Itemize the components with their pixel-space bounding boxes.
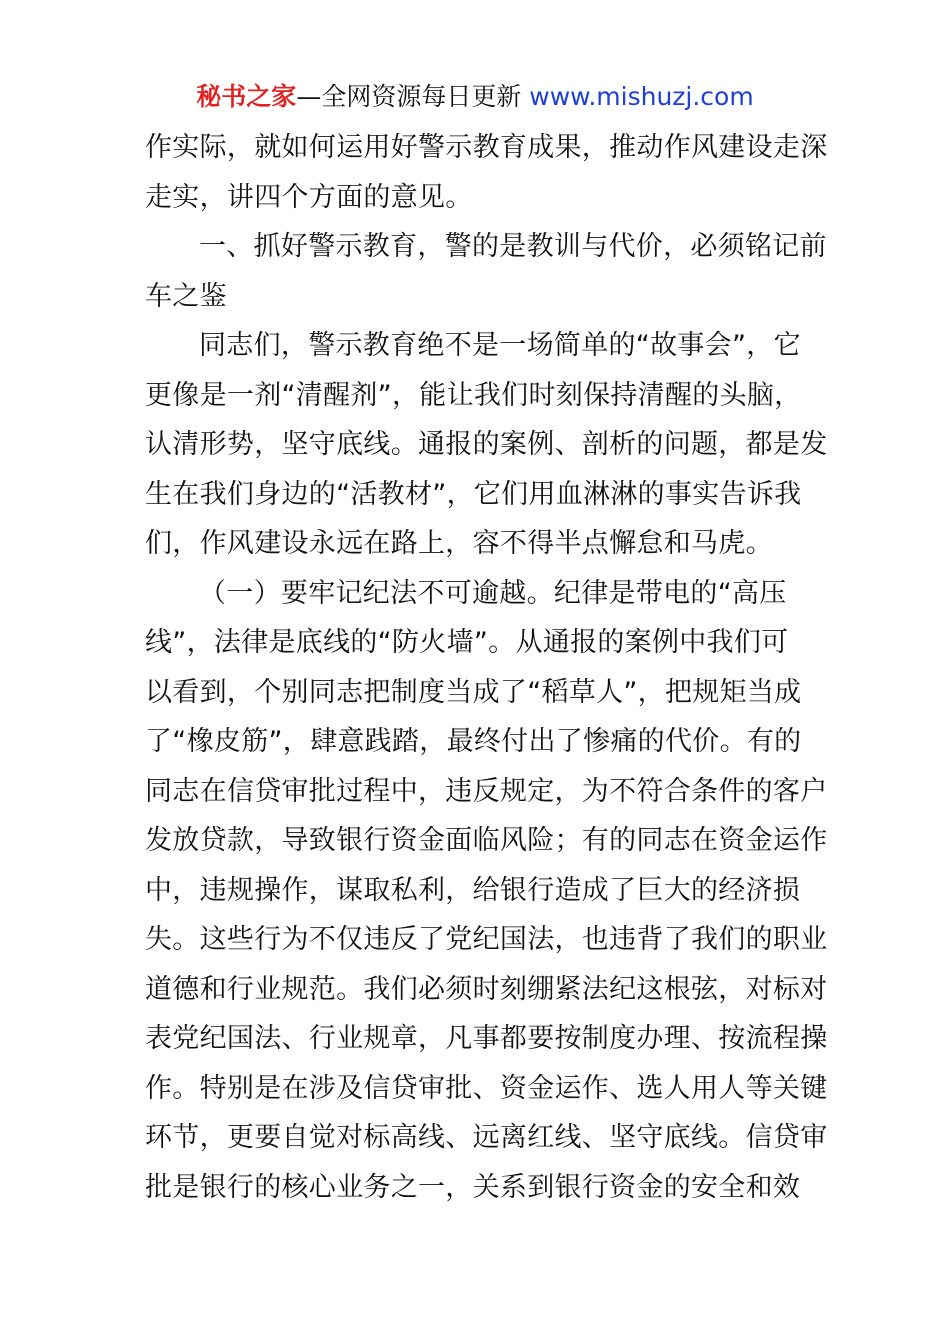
site-url-link[interactable]: www.mishuzj.com — [529, 82, 754, 111]
section-heading: 一、抓好警示教育，警的是教训与代价，必须铭记前 — [199, 231, 827, 262]
text-line: 走实，讲四个方面的意见。 — [145, 181, 473, 213]
section-heading-cont: 车之鉴 — [145, 280, 227, 312]
document-body — [145, 123, 828, 1212]
text-line: 环节，更要自觉对标高线、远离红线、坚守底线。信贷审 — [145, 1122, 828, 1153]
text-line: 以看到，个别同志把制度当成了“稻草人”，把规矩当成 — [145, 676, 802, 708]
text-line: 中，违规操作，谋取私利，给银行造成了巨大的经济损 — [145, 874, 801, 906]
text-line: 作实际，就如何运用好警示教育成果，推动作风建设走深 — [145, 132, 828, 163]
text-line: 同志在信贷审批过程中，违反规定，为不符合条件的客户 — [145, 775, 828, 807]
site-header — [0, 80, 950, 114]
text-line: 生在我们身边的“活教材”，它们用血淋淋的事实告诉我 — [145, 478, 802, 510]
text-line: 发放贷款，导致银行资金面临风险；有的同志在资金运作 — [145, 825, 828, 856]
text-line: 认清形势，坚守底线。通报的案例、剖析的问题，都是发 — [145, 429, 828, 460]
paragraph-start: 同志们，警示教育绝不是一场简单的“故事会”，它 — [199, 330, 801, 361]
text-line: 了“橡皮筋”，肆意践踏，最终付出了惨痛的代价。有的 — [145, 726, 802, 757]
text-line: 批是银行的核心业务之一，关系到银行资金的安全和效 — [145, 1171, 801, 1203]
text-line: 线”，法律是底线的“防火墙”。从通报的案例中我们可 — [145, 627, 789, 658]
text-line: 表党纪国法、行业规章，凡事都要按制度办理、按流程操 — [145, 1023, 828, 1054]
header-tagline: —全网资源每日更新 — [296, 82, 522, 111]
brand-name: 秘书之家 — [196, 82, 297, 111]
text-line: 失。这些行为不仅违反了党纪国法，也违背了我们的职业 — [145, 924, 828, 955]
text-line: 们，作风建设永远在路上，容不得半点懈怠和马虎。 — [145, 528, 773, 559]
text-line: 道德和行业规范。我们必须时刻绷紧法纪这根弦，对标对 — [145, 973, 828, 1005]
text-line: 作。特别是在涉及信贷审批、资金运作、选人用人等关键 — [145, 1072, 828, 1104]
subsection-start: （一）要牢记纪法不可逾越。纪律是带电的“高压 — [199, 577, 787, 609]
text-line: 更像是一剂“清醒剂”，能让我们时刻保持清醒的头脑， — [145, 379, 802, 411]
